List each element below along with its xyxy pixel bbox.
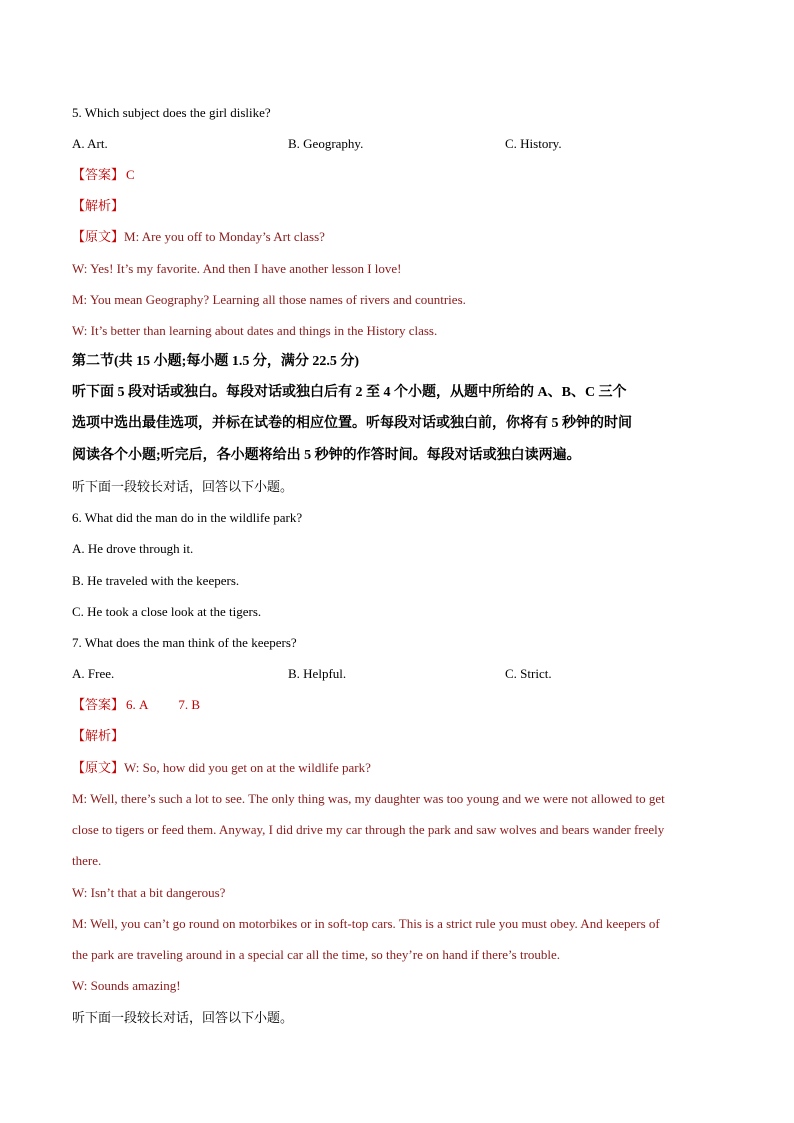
dialogue-text: M: Are you off to Monday’s Art class? — [124, 229, 325, 244]
q6-option-c: C. He took a close look at the tigers. — [72, 604, 262, 619]
q67-dialogue-line: W: Sounds amazing! — [72, 978, 181, 993]
section2-heading: 第二节(共 15 小题;每小题 1.5 分，满分 22.5 分) — [72, 354, 359, 369]
q67-dialogue-line: there. — [72, 853, 102, 868]
listen-prompt: 听下面一段较长对话，回答以下小题。 — [72, 479, 294, 494]
q5-dialogue-line: W: It’s better than learning about dates and things in the History class. — [72, 323, 438, 338]
q5-dialogue-line: M: You mean Geography? Learning all those names of rivers and countries. — [72, 292, 466, 307]
q67-dialogue-line: M: Well, you can’t go round on motorbikes or in soft-top cars. This is a strict rule you must obey. And keepers of — [72, 916, 660, 931]
q5-option-b: B. Geography. — [288, 136, 364, 151]
q67-source-line-1 — [72, 759, 734, 777]
dialogue-text: W: So, how did you get on at the wildlife park? — [124, 760, 371, 775]
q6-option-a: A. He drove through it. — [72, 541, 194, 556]
answer-6: 6. A — [126, 697, 149, 712]
q67-dialogue-line: close to tigers or feed them. Anyway, I did drive my car through the park and saw wolves and bears wander freely — [72, 822, 665, 837]
q7-option-b: B. Helpful. — [288, 666, 347, 681]
section2-instruction-line: 听下面 5 段对话或独白。每段对话或独白后有 2 至 4 个小题，从题中所给的 A、B、C 三个 — [72, 385, 627, 400]
q6-option-b: B. He traveled with the keepers. — [72, 573, 240, 588]
q7-option-a: A. Free. — [72, 666, 115, 681]
q67-answer — [72, 696, 734, 714]
q5-option-a: A. Art. — [72, 136, 108, 151]
answer-7: 7. B — [178, 697, 201, 712]
q5-dialogue-line: W: Yes! It’s my favorite. And then I have another lesson I love! — [72, 261, 402, 276]
source-label: 【原文】 — [72, 229, 125, 244]
q5-source-line-1 — [72, 228, 734, 246]
q67-dialogue-line: M: Well, there’s such a lot to see. The only thing was, my daughter was too young and we were not allowed to get — [72, 791, 665, 806]
q7-question: 7. What does the man think of the keepers? — [72, 635, 297, 650]
q5-answer — [72, 166, 734, 184]
q6-question: 6. What did the man do in the wildlife park? — [72, 510, 303, 525]
answer-value: C — [126, 167, 135, 182]
answer-label: 【答案】 — [72, 697, 125, 712]
section2-instruction-line: 阅读各个小题;听完后，各小题将给出 5 秒钟的作答时间。每段对话或独白读两遍。 — [72, 448, 581, 463]
q67-dialogue-line: the park are traveling around in a special car all the time, so they’re on hand if there’s trouble. — [72, 947, 561, 962]
answer-label: 【答案】 — [72, 167, 125, 182]
q5-question: 5. Which subject does the girl dislike? — [72, 105, 271, 120]
section2-instruction-line: 选项中选出最佳选项，并标在试卷的相应位置。听每段对话或独白前，你将有 5 秒钟的时间 — [72, 416, 632, 431]
final-listen-prompt: 听下面一段较长对话，回答以下小题。 — [72, 1010, 294, 1025]
q5-analysis-label: 【解析】 — [72, 198, 125, 213]
q7-option-c: C. Strict. — [505, 666, 552, 681]
q5-option-c: C. History. — [505, 136, 562, 151]
source-label: 【原文】 — [72, 760, 125, 775]
q67-dialogue-line: W: Isn’t that a bit dangerous? — [72, 885, 226, 900]
q67-analysis-label: 【解析】 — [72, 728, 125, 743]
